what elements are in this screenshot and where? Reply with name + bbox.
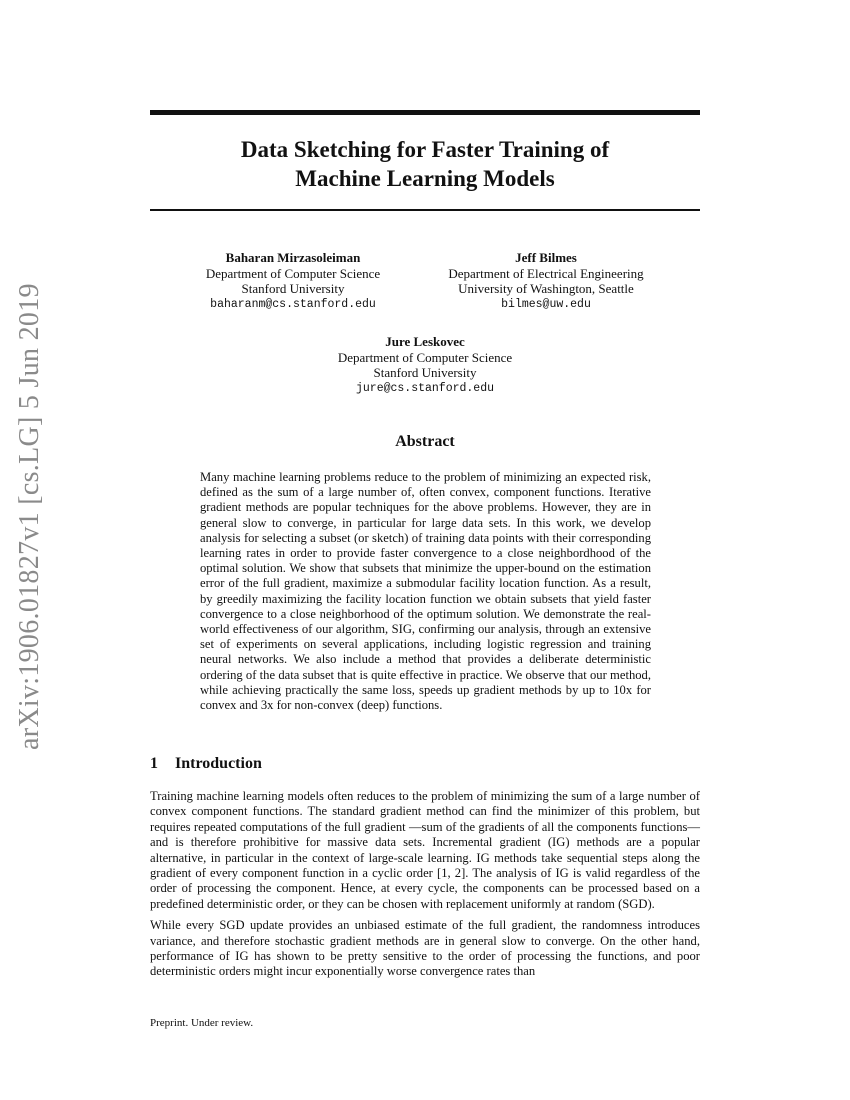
author-email: jure@cs.stanford.edu [355, 381, 495, 395]
intro-paragraph-2: While every SGD update provides an unbiased estimate of the full gradient, the randomness introduces variance, and therefore stochastic gradient methods are in general slow to converge. On the other hand, performance of IG has shown to be pretty sensitive to the order of processing the functions, and poor deterministic orders might incur exponentially worse convergence rates than [150, 918, 700, 979]
author-block-3 [315, 334, 535, 396]
title-rule-top [150, 110, 700, 115]
author-email: bilmes@uw.edu [501, 297, 591, 311]
title-line-1: Data Sketching for Faster Training of [240, 137, 610, 162]
author-block-1 [188, 250, 398, 312]
paper-title [150, 135, 700, 193]
section-number: 1 [150, 755, 158, 772]
title-rule-bottom [150, 209, 700, 211]
title-line-2: Machine Learning Models [295, 166, 555, 191]
author-department: Department of Electrical Engineering [448, 265, 644, 281]
author-email: baharanm@cs.stanford.edu [210, 297, 376, 311]
author-block-2 [430, 250, 662, 312]
author-department: Department of Computer Science [205, 265, 381, 281]
author-department: Department of Computer Science [337, 349, 513, 365]
author-university: Stanford University [241, 281, 345, 296]
preprint-footer: Preprint. Under review. [150, 1017, 254, 1029]
author-name: Jeff Bilmes [515, 250, 577, 265]
section-heading-introduction [150, 755, 262, 773]
author-university: Stanford University [373, 365, 477, 380]
author-name: Baharan Mirzasoleiman [225, 250, 361, 265]
introduction-body [150, 789, 700, 986]
abstract-text: Many machine learning problems reduce to the problem of minimizing an expected risk, defined as the sum of a large number of, often convex, component functions. Iterative gradient methods are popular techniques for the above problems. However, they are in general slow to converge, in particular for large data sets. In this work, we develop analysis for selecting a subset (or sketch) of training data points with their corresponding learning rates in order to provide faster convergence to a close neighbordhood of the optimal solution. We show that subsets that minimize the upper-bound on the estimation error of the full gradient, maximize a submodular facility location function. As a result, by greedily maximizing the facility location function we obtain subsets that yield faster convergence to a close neighborhood of the optimum solution. We demonstrate the real-world effectiveness of our algorithm, SIG, confirming our analysis, through an extensive set of experiments on several applications, including logistic regression and training neural networks. We also include a method that provides a deliberate deterministic ordering of the data subset that is quite effective in practice. We observe that our method, while achieving practically the same loss, speeds up gradient methods by up to 10x for convex and 3x for non-convex (deep) functions. [200, 470, 651, 713]
section-title: Introduction [175, 755, 262, 772]
author-name: Jure Leskovec [385, 334, 465, 349]
arxiv-identifier: arXiv:1906.01827v1 [cs.LG] 5 Jun 2019 [14, 283, 45, 750]
author-university: University of Washington, Seattle [458, 281, 634, 296]
intro-paragraph-1: Training machine learning models often reduces to the problem of minimizing the sum of a large number of convex component functions. The standard gradient method can find the minimizer of this problem, but requires repeated computations of the full gradient —sum of the gradients of all the components functions— and is therefore prohibitive for massive data sets. Incremental gradient (IG) methods are a popular alternative, in particular in the context of large-scale learning. IG methods take sequential steps along the gradient of every component function in a cyclic order [1, 2]. The analysis of IG is valid regardless of the order of processing the component. Hence, at every cycle, the components can be processed based on a predefined deterministic order, or they can be chosen with replacement uniformly at random (SGD). [150, 789, 700, 911]
abstract-heading: Abstract [395, 433, 455, 450]
